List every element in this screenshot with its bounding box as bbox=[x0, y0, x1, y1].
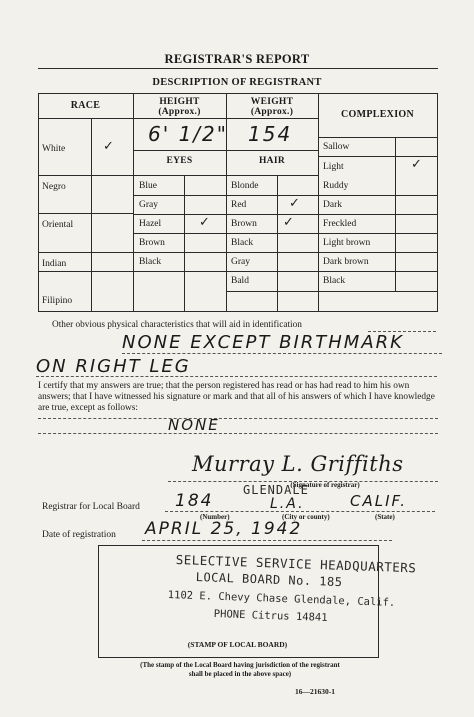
local-board-county: L.A. bbox=[270, 496, 305, 512]
check-mark-hair-brown: ✓ bbox=[283, 215, 294, 230]
local-board-city-caption: (City or county) bbox=[282, 513, 330, 521]
row-rule bbox=[38, 175, 133, 176]
eyes-gray: Gray bbox=[139, 200, 158, 210]
signature-caption: (Signature of registrar) bbox=[290, 481, 360, 489]
weight-subheader: (Approx.) bbox=[250, 107, 294, 117]
hair-bald: Bald bbox=[231, 276, 249, 286]
complexion-dark-brown: Dark brown bbox=[323, 257, 369, 267]
certification-text: I certify that my answers are true; that the person registered has read or has had read to him his own answers; that I have witnessed his signature or mark and that all of his answers of which I have knowledge are true, except as follows: bbox=[38, 381, 435, 413]
complexion-black: Black bbox=[323, 276, 346, 286]
hair-gray: Gray bbox=[231, 257, 250, 267]
height-header: HEIGHT bbox=[159, 97, 200, 107]
complexion-light: Light bbox=[323, 162, 344, 172]
stamp-line-headquarters: SELECTIVE SERVICE HEADQUARTERS bbox=[175, 552, 417, 576]
date-of-registration-value: APRIL 25, 1942 bbox=[145, 519, 303, 539]
race-white: White bbox=[42, 144, 66, 154]
row-rule bbox=[38, 252, 133, 253]
race-col-divider bbox=[91, 118, 92, 311]
stamp-line-local-board: LOCAL BOARD No. 185 bbox=[195, 570, 343, 590]
race-filipino: Filipino bbox=[42, 296, 73, 306]
eyes-hair-bottom-rule bbox=[133, 175, 318, 176]
report-title: REGISTRAR'S REPORT bbox=[164, 52, 310, 66]
complexion-freckled: Freckled bbox=[323, 219, 357, 229]
eyes-hazel: Hazel bbox=[139, 219, 162, 229]
complexion-sallow: Sallow bbox=[323, 142, 350, 152]
section-title: DESCRIPTION OF REGISTRANT bbox=[152, 77, 322, 88]
table-left-border bbox=[38, 93, 39, 311]
check-mark-eyes-hazel: ✓ bbox=[199, 215, 210, 230]
check-mark-race-white: ✓ bbox=[103, 139, 114, 154]
title-rule-top bbox=[38, 68, 438, 69]
date-dash bbox=[142, 540, 392, 541]
weight-value: 154 bbox=[248, 122, 293, 146]
complexion-dark: Dark bbox=[323, 200, 342, 210]
hair-blonde: Blonde bbox=[231, 181, 259, 191]
exceptions-dash bbox=[38, 418, 438, 419]
height-value: 6' 1/2" bbox=[148, 122, 228, 146]
complexion-header: COMPLEXION bbox=[341, 109, 414, 120]
race-header-rule bbox=[38, 118, 133, 119]
stamp-line-address: 1102 E. Chevy Chase Glendale, Calif. bbox=[167, 589, 396, 609]
hair-header: HAIR bbox=[258, 156, 285, 166]
physical-characteristics-line1: NONE EXCEPT BIRTHMARK bbox=[122, 332, 404, 353]
complexion-light-brown: Light brown bbox=[323, 238, 371, 248]
form-number: 16—21630-1 bbox=[295, 687, 335, 696]
local-board-dash bbox=[165, 511, 435, 512]
table-bottom-rule bbox=[38, 311, 438, 312]
eyes-blue: Blue bbox=[139, 181, 157, 191]
eyes-hair-top-rule bbox=[133, 150, 318, 151]
local-board-label: Registrar for Local Board bbox=[42, 502, 140, 512]
eyes-header: EYES bbox=[166, 156, 193, 166]
local-board-city: GLENDALE bbox=[243, 483, 309, 497]
exceptions-value: NONE bbox=[168, 416, 220, 434]
height-weight-header-rule bbox=[133, 118, 318, 119]
eyes-brown: Brown bbox=[139, 238, 165, 248]
weight-header: WEIGHT bbox=[250, 97, 294, 107]
race-negro: Negro bbox=[42, 182, 66, 192]
complexion-ruddy: Ruddy bbox=[323, 181, 349, 191]
row-rule bbox=[133, 195, 437, 196]
date-of-registration-label: Date of registration bbox=[42, 530, 116, 540]
hair-brown: Brown bbox=[231, 219, 257, 229]
physical-dash bbox=[122, 353, 442, 354]
hair-complexion-divider bbox=[318, 93, 319, 311]
hair-black: Black bbox=[231, 238, 254, 248]
race-indian: Indian bbox=[42, 259, 67, 269]
physical-dash bbox=[36, 376, 437, 377]
local-board-state-caption: (State) bbox=[375, 513, 395, 521]
local-board-number: 184 bbox=[175, 491, 214, 511]
race-header: RACE bbox=[70, 100, 101, 111]
complexion-header-rule bbox=[318, 137, 437, 138]
table-right-border bbox=[437, 93, 438, 311]
stamp-note-line2: shall be placed in the above space) bbox=[188, 670, 292, 678]
check-mark-hair-red: ✓ bbox=[289, 196, 300, 211]
eyes-black: Black bbox=[139, 257, 162, 267]
row-rule bbox=[38, 213, 133, 214]
physical-characteristics-line2: ON RIGHT LEG bbox=[36, 356, 191, 377]
row-rule bbox=[38, 271, 437, 272]
table-top-rule bbox=[38, 93, 438, 94]
stamp-note-line1: (The stamp of the Local Board having jurisdiction of the registrant bbox=[140, 661, 340, 669]
registrar-signature: Murray L. Griffiths bbox=[192, 452, 404, 476]
row-rule bbox=[133, 233, 437, 234]
local-board-state: CALIF. bbox=[350, 492, 407, 510]
stamp-line-phone: PHONE Citrus 14841 bbox=[213, 608, 328, 624]
exceptions-dash bbox=[38, 433, 438, 434]
row-rule bbox=[226, 291, 437, 292]
height-subheader: (Approx.) bbox=[158, 107, 201, 117]
race-oriental: Oriental bbox=[42, 220, 74, 230]
check-mark-complexion-light: ✓ bbox=[411, 157, 422, 172]
hair-red: Red bbox=[231, 200, 247, 210]
local-board-number-caption: (Number) bbox=[200, 513, 230, 521]
race-eyes-divider bbox=[133, 93, 134, 311]
physical-characteristics-label: Other obvious physical characteristics that will aid in identification bbox=[52, 320, 302, 330]
row-rule bbox=[133, 252, 437, 253]
stamp-caption: (STAMP OF LOCAL BOARD) bbox=[187, 640, 288, 649]
